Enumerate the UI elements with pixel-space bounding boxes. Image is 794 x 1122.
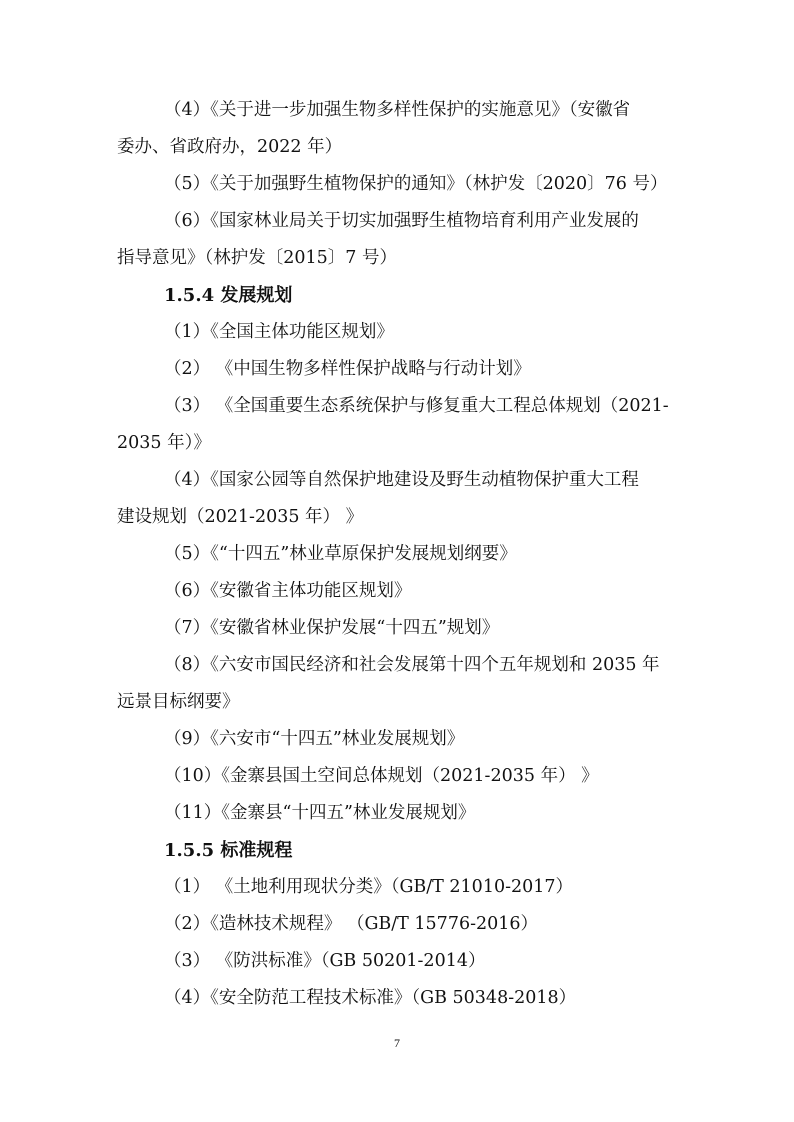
reference-item: （2） 《中国生物多样性保护战略与行动计划》 [164, 359, 531, 379]
document-body [117, 92, 680, 1017]
reference-item-continuation: 建设规划（2021-2035 年） 》 [117, 507, 364, 527]
page-number: 7 [394, 1036, 400, 1050]
reference-item: （5）《“十四五”林业草原保护发展规划纲要》 [164, 544, 517, 564]
reference-item: （10）《金寨县国土空间总体规划（2021-2035 年） 》 [164, 766, 599, 786]
reference-item: （3） 《防洪标准》（GB 50201-2014） [164, 951, 486, 971]
reference-item: （3） 《全国重要生态系统保护与修复重大工程总体规划（2021- [164, 396, 669, 416]
reference-item: （11）《金寨县“十四五”林业发展规划》 [164, 803, 476, 823]
reference-item: （9）《六安市“十四五”林业发展规划》 [164, 729, 465, 749]
reference-item: （8）《六安市国民经济和社会发展第十四个五年规划和 2035 年 [164, 655, 660, 675]
reference-item: （7）《安徽省林业保护发展“十四五”规划》 [164, 618, 500, 638]
reference-item: （4）《安全防范工程技术标准》（GB 50348-2018） [164, 988, 577, 1008]
reference-item: （6）《国家林业局关于切实加强野生植物培育利用产业发展的 [164, 211, 639, 231]
reference-item: （1） 《土地利用现状分类》（GB/T 21010-2017） [164, 877, 574, 897]
section-heading-standards: 1.5.5 标准规程 [164, 840, 293, 861]
reference-item-continuation: 委办、省政府办，2022 年） [117, 137, 343, 157]
reference-item-continuation: 远景目标纲要》 [117, 692, 240, 712]
reference-item: （6）《安徽省主体功能区规划》 [164, 581, 412, 601]
reference-item: （4）《关于进一步加强生物多样性保护的实施意见》（安徽省 [164, 100, 631, 120]
reference-item-continuation: 指导意见》（林护发〔2015〕7 号） [117, 248, 397, 268]
reference-item: （4）《国家公园等自然保护地建设及野生动植物保护重大工程 [164, 470, 639, 490]
section-heading-development-planning: 1.5.4 发展规划 [164, 285, 293, 306]
reference-item: （2）《造林技术规程》 （GB/T 15776-2016） [164, 914, 539, 934]
reference-item-continuation: 2035 年）》 [117, 433, 211, 453]
reference-item: （1）《全国主体功能区规划》 [164, 322, 394, 342]
reference-item: （5）《关于加强野生植物保护的通知》（林护发〔2020〕76 号） [164, 174, 668, 194]
